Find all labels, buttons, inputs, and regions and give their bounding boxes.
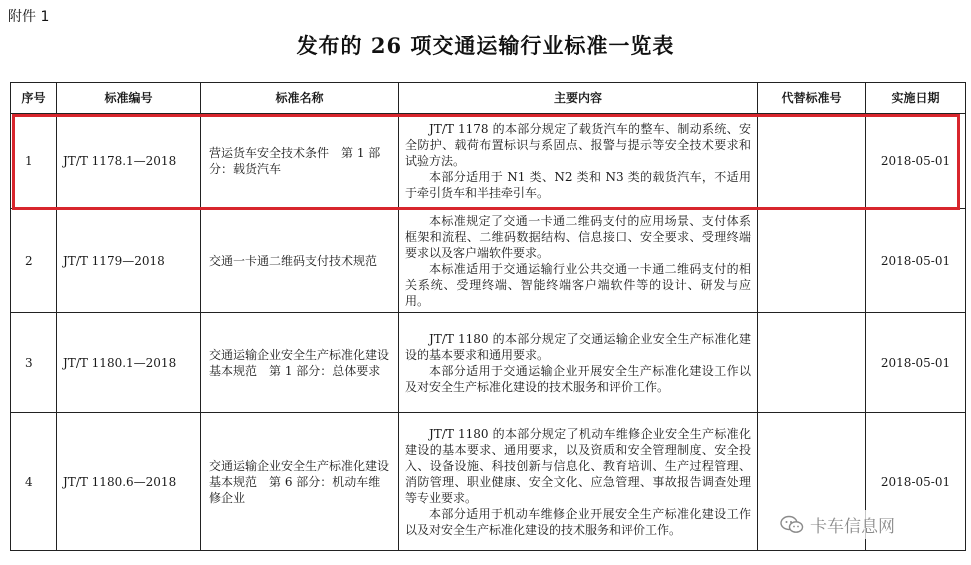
attachment-label: 附件 1 — [8, 9, 50, 25]
replaced-standard — [758, 114, 866, 209]
content-paragraph: 本标准适用于交通运输行业公共交通一卡通二维码支付的相关系统、受理终端、智能终端客户端软件等的设计、研发与应用。 — [405, 261, 751, 308]
col-header-code: 标准编号 — [57, 83, 201, 114]
content-paragraph: 本标准规定了交通一卡通二维码支付的应用场景、支付体系框架和流程、二维码数据结构、信息接口、安全要求、受理终端要求以及客户端软件要求。 — [405, 213, 751, 260]
table-row — [11, 313, 966, 413]
table-row — [11, 209, 966, 313]
table-row — [11, 114, 966, 209]
standard-code: JT/T 1178.1—2018 — [57, 114, 201, 209]
standard-name: 营运货车安全技术条件 第 1 部分：载货汽车 — [201, 114, 399, 209]
watermark — [776, 510, 899, 539]
col-header-content: 主要内容 — [399, 83, 758, 114]
standard-content — [399, 313, 758, 413]
effective-date: 2018-05-01 — [866, 114, 966, 209]
effective-date: 2018-05-01 — [866, 313, 966, 413]
replaced-standard — [758, 313, 866, 413]
col-header-index: 序号 — [11, 83, 57, 114]
content-paragraph: JT/T 1178 的本部分规定了载货汽车的整车、制动系统、安全防护、载荷布置标识与系固点、报警与提示等安全技术要求和试验方法。 — [405, 122, 751, 168]
content-paragraph: 本部分适用于 N1 类、N2 类和 N3 类的载货汽车，不适用于牵引货车和半挂牵引车。 — [405, 170, 751, 200]
col-header-replaces: 代替标准号 — [758, 83, 866, 114]
row-index: 3 — [11, 313, 57, 413]
standard-code: JT/T 1180.6—2018 — [57, 413, 201, 551]
col-header-date: 实施日期 — [866, 83, 966, 114]
standard-name: 交通运输企业安全生产标准化建设基本规范 第 1 部分：总体要求 — [201, 313, 399, 413]
effective-date: 2018-05-01 — [866, 413, 966, 551]
standard-content — [399, 413, 758, 551]
standard-code: JT/T 1179—2018 — [57, 209, 201, 313]
wechat-icon — [780, 515, 804, 535]
content-paragraph: JT/T 1180 的本部分规定了交通运输企业安全生产标准化建设的基本要求和通用要求。 — [405, 331, 751, 362]
row-index: 4 — [11, 413, 57, 551]
standard-content — [399, 114, 758, 209]
content-paragraph: JT/T 1180 的本部分规定了机动车维修企业安全生产标准化建设的基本要求、通用要求，以及资质和安全管理制度、安全投入、设备设施、科技创新与信息化、教育培训、生产过程管理、消防管理、职业健康、安全文化、应急管理、事故报告调查处理等专业要求。 — [405, 426, 751, 505]
row-index: 1 — [11, 114, 57, 209]
watermark-text: 卡车信息网 — [810, 517, 895, 537]
row-index: 2 — [11, 209, 57, 313]
table-header-row — [11, 83, 966, 114]
standards-table — [10, 82, 966, 551]
effective-date: 2018-05-01 — [866, 209, 966, 313]
content-paragraph: 本部分适用于机动车维修企业开展安全生产标准化建设工作以及对安全生产标准化建设的技术服务和评价工作。 — [405, 506, 751, 537]
standard-name: 交通一卡通二维码支付技术规范 — [201, 209, 399, 313]
standard-content — [399, 209, 758, 313]
standard-name: 交通运输企业安全生产标准化建设基本规范 第 6 部分：机动车维修企业 — [201, 413, 399, 551]
content-paragraph: 本部分适用于交通运输企业开展安全生产标准化建设工作以及对安全生产标准化建设的技术服务和评价工作。 — [405, 363, 751, 394]
page-title: 发布的 26 项交通运输行业标准一览表 — [296, 33, 675, 58]
standard-code: JT/T 1180.1—2018 — [57, 313, 201, 413]
col-header-name: 标准名称 — [201, 83, 399, 114]
replaced-standard — [758, 209, 866, 313]
